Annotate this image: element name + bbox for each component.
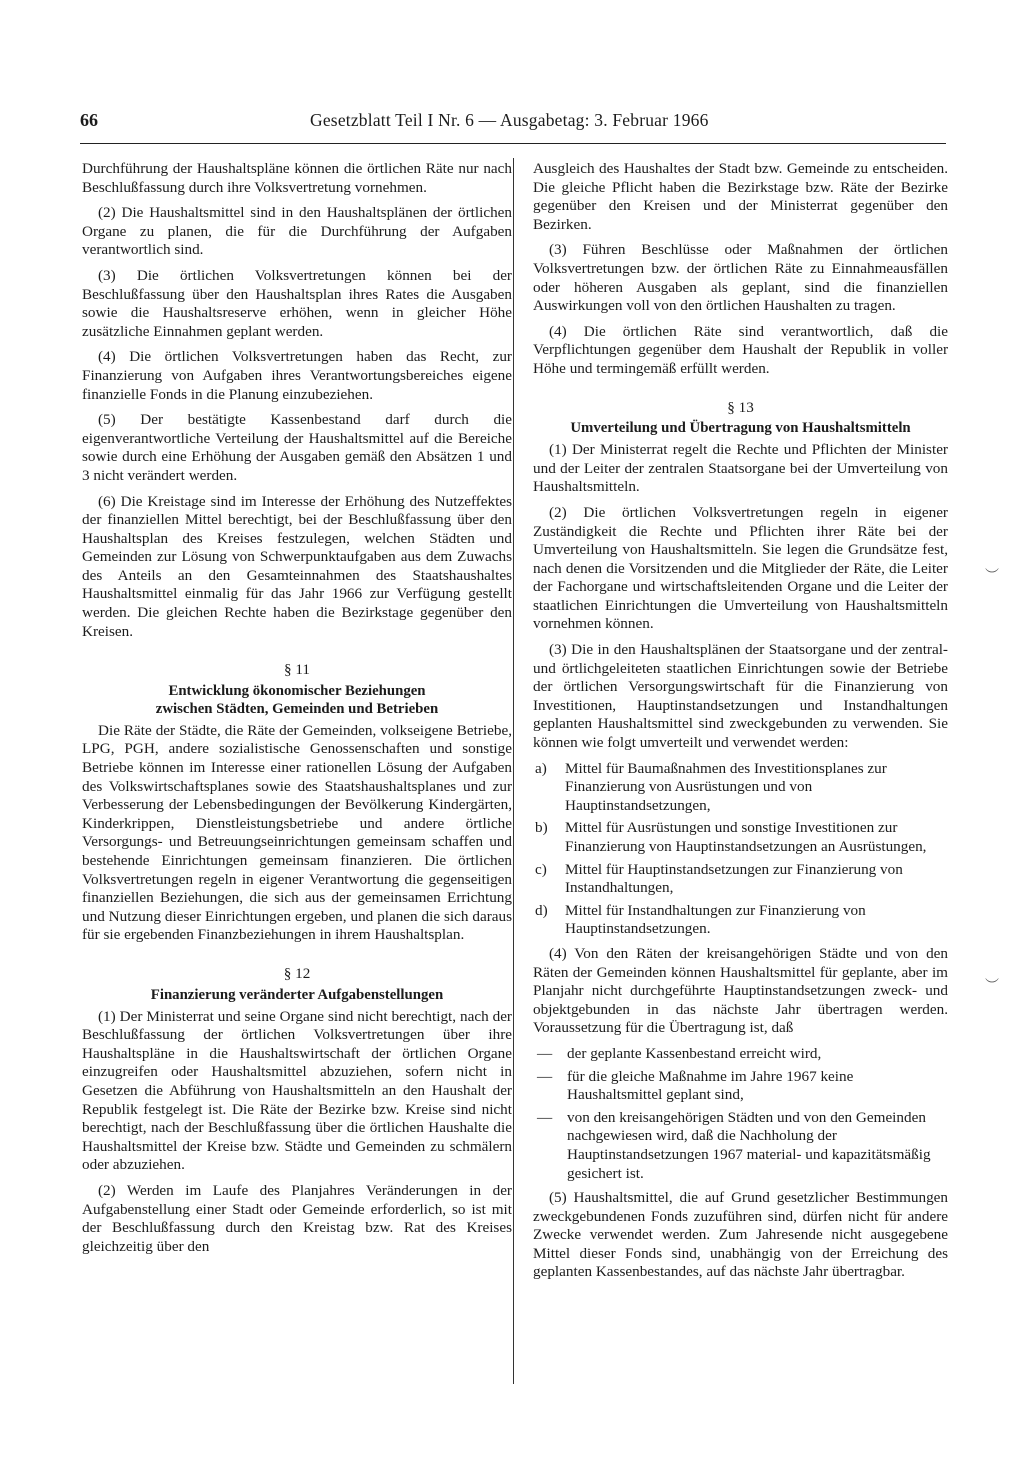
list-item-label: a) bbox=[535, 759, 547, 777]
list-item-label: c) bbox=[535, 860, 547, 878]
paragraph: (2) Werden im Laufe des Planjahres Veränderungen in der Aufgabenstellung einer Stadt oder Gemeinde erforderlich, so ist mit der Beschlußfassung durch den Kreistag bzw. Rat des Kreises gleichzeitig über den bbox=[82, 1181, 512, 1255]
right-column bbox=[533, 160, 948, 1289]
dash-icon: — bbox=[537, 1044, 553, 1062]
section-title-12: Finanzierung veränderter Aufgabenstellungen bbox=[150, 986, 444, 1003]
paragraph: (2) Die örtlichen Volksvertretungen regeln in eigener Zuständigkeit die Rechte und Pflichten ihrer Räte bei der Umverteilung von Haushaltsmitteln. Sie legen die Grundsätze fest, nach denen die Vorsitzenden und die Mitglieder der Räte, die Leiter der Fachorgane und wirtschaftsleitenden Organe und die Leiter der staatlichen Einrichtungen die Umverteilung von Haushaltsmitteln vornehmen können. bbox=[533, 503, 948, 633]
list-item bbox=[533, 1068, 948, 1105]
section-title-line: zwischen Städten, Gemeinden und Betrieben bbox=[155, 700, 439, 717]
section-title-13: Umverteilung und Übertragung von Haushaltsmitteln bbox=[570, 420, 911, 437]
list-item-text: Mittel für Baumaßnahmen des Investitionsplanes zur Finanzierung von Ausrüstungen und von Hauptinstandsetzungen, bbox=[565, 759, 887, 814]
running-title: Gesetzblatt Teil I Nr. 6 — Ausgabetag: 3. Februar 1966 bbox=[310, 110, 709, 130]
list-item bbox=[533, 861, 948, 898]
margin-mark-icon: ︶ bbox=[985, 979, 999, 994]
section-title-line: Entwicklung ökonomischer Beziehungen bbox=[168, 682, 426, 699]
dash-icon: — bbox=[537, 1108, 553, 1126]
paragraph: Die Räte der Städte, die Räte der Gemeinden, volkseigene Betriebe, LPG, PGH, andere sozialistische Genossenschaften und sonstige Betriebe können im Interesse einer rationellen Lösung der Aufgaben des Volkswirtschaftsplanes sowie des Staatshaushaltsplanes und zur Verbesserung der Lebensbedingungen der Bevölkerung Kindergärten, Kinderkrippen, Dienstleistungsbetriebe und andere örtliche Versorgungs- und Betreuungseinrichtungen gemeinsam schaffen und bestehende Einrichtungen gemeinsam finanzieren. Die örtlichen Volksvertretungen regeln in eigener Verantwortung die gegenseitigen finanziellen Beziehungen, die sich aus der gemeinsamen Errichtung und Nutzung dieser Einrichtungen ergeben, und planen die sich daraus für sie ergebenden Finanzbeziehungen in ihrem Haushaltsplan. bbox=[82, 721, 512, 944]
list-item-text: Mittel für Hauptinstandsetzungen zur Finanzierung von Instandhaltungen, bbox=[565, 860, 903, 897]
list-item-label: b) bbox=[535, 819, 548, 837]
list-item-text: Mittel für Instandhaltungen zur Finanzierung von Hauptinstandsetzungen. bbox=[565, 901, 866, 938]
section-title-11 bbox=[82, 682, 512, 718]
dash-list bbox=[533, 1045, 948, 1183]
list-item bbox=[533, 1109, 948, 1183]
list-item-text: der geplante Kassenbestand erreicht wird, bbox=[567, 1044, 822, 1062]
section-number-12: § 12 bbox=[283, 964, 311, 982]
paragraph: Ausgleich des Haushaltes der Stadt bzw. Gemeinde zu entscheiden. Die gleiche Pflicht haben die Bezirkstage bzw. Räte der Bezirke gegenüber den Kreisen und der Ministerrat gegenüber den Bezirken. bbox=[533, 160, 948, 233]
paragraph: (1) Der Ministerrat und seine Organe sind nicht berechtigt, nach der Beschlußfassung der örtlichen Volksvertretungen über ihre Haushaltspläne in die Haushaltswirtschaft der örtlichen Organe einzugreifen oder Haushaltsmittel abzuziehen, sofern nicht in Gesetzen die Abführung von Haushaltsmitteln an den Haushalt der Republik festgelegt ist. Die Räte der Bezirke bzw. Kreise sind nicht berechtigt, nach der Beschlußfassung über die örtlichen Haushalte die Haushaltsmittel der Kreise bzw. Städte und Gemeinden zu schmälern oder abzuziehen. bbox=[82, 1007, 512, 1174]
margin-mark-icon: ︶ bbox=[985, 569, 999, 584]
list-item-label: d) bbox=[535, 901, 548, 919]
paragraph: (4) Die örtlichen Volksvertretungen haben das Recht, zur Finanzierung von Aufgaben ihres Verantwortungsbereiches eigene finanzielle Fonds in die Planung einzubeziehen. bbox=[82, 348, 512, 403]
column-divider bbox=[513, 158, 514, 1384]
paragraph: (5) Der bestätigte Kassenbestand darf durch die eigenverantwortliche Verteilung der Haushaltsmittel auf die Bereiche sowie durch eine Erhöhung der Ausgaben gemäß den Absätzen 1 und 3 nicht verändert werden. bbox=[82, 411, 512, 484]
left-column bbox=[82, 160, 512, 1263]
page-number: 66 bbox=[80, 110, 98, 130]
list-item bbox=[533, 760, 948, 816]
dash-icon: — bbox=[537, 1067, 553, 1085]
paragraph: (3) Die in den Haushaltsplänen der Staatsorgane und der zentral- und örtlichgeleiteten staatlichen Einrichtungen sowie der Betriebe der örtlichen Versorgungswirtschaft für die Finanzierung von Investitionen, Hauptinstandsetzungen und Instandhaltungen geplanten Haushaltsmittel sind zweckgebunden zu verwenden. Sie können wie folgt umverteilt und verwendet werden: bbox=[533, 641, 948, 752]
paragraph: (2) Die Haushaltsmittel sind in den Haushaltsplänen der örtlichen Organe zu planen, die für die Durchführung der Aufgaben verantwortlich sind. bbox=[82, 204, 512, 259]
list-item-text: für die gleiche Maßnahme im Jahre 1967 keine Haushaltsmittel geplant sind, bbox=[567, 1067, 854, 1104]
enumerated-list bbox=[533, 760, 948, 939]
list-item-text: von den kreisangehörigen Städten und von den Gemeinden nachgewiesen wird, daß die Nachholung der Hauptinstandsetzungen 1967 material- und kapazitätsmäßig gesichert ist. bbox=[567, 1108, 931, 1182]
paragraph: (4) Die örtlichen Räte sind verantwortlich, daß die Verpflichtungen gegenüber dem Haushalt der Republik in voller Höhe und termingemäß erfüllt werden. bbox=[533, 322, 948, 377]
list-item bbox=[533, 819, 948, 856]
paragraph: (3) Die örtlichen Volksvertretungen können bei der Beschlußfassung über den Haushaltsplan ihres Rates die Ausgaben sowie die Haushaltsreserve erhöhen, wenn in gleicher Höhe zusätzliche Einnahmen geplant werden. bbox=[82, 266, 512, 340]
paragraph: (5) Haushaltsmittel, die auf Grund gesetzlicher Bestimmungen zweckgebundenen Fonds zuzuführen sind, dürfen nicht für andere Zwecke verwendet werden. Zum Jahresende nicht ausgegebene Mittel dieser Fonds sind, unabhängig von der Erreichung des geplanten Kassenbestandes, auf das nächste Jahr übertragbar. bbox=[533, 1189, 948, 1281]
paragraph: (6) Die Kreistage sind im Interesse der Erhöhung des Nutzeffektes der finanziellen Mittel berechtigt, bei der Beschlußfassung über den Haushaltsplan des Kreises festzulegen, welchen Städten und Gemeinden zur Lösung von Schwerpunktaufgaben aus dem Zuwachs des Anteils an den Gesamteinnahmen des Staatshaushaltes Haushaltsmittel einmalig für das Jahr 1966 zur Verfügung gestellt werden. Die gleichen Rechte haben die Bezirkstage gegenüber den Kreisen. bbox=[82, 492, 512, 640]
page-header bbox=[80, 110, 946, 140]
section-number-13: § 13 bbox=[727, 398, 754, 416]
paragraph: (3) Führen Beschlüsse oder Maßnahmen der örtlichen Volksvertretungen bzw. der örtlichen Räte zu Einnahmeausfällen oder höheren Ausgaben als geplant, sind die finanziellen Auswirkungen voll von den örtlichen Haushalten zu tragen. bbox=[533, 241, 948, 315]
paragraph: (1) Der Ministerrat regelt die Rechte und Pflichten der Minister und der Leiter der zentralen Staatsorgane bei der Umverteilung von Haushaltsmitteln. bbox=[533, 441, 948, 496]
list-item bbox=[533, 1045, 948, 1064]
list-item bbox=[533, 902, 948, 939]
list-item-text: Mittel für Ausrüstungen und sonstige Investitionen zur Finanzierung von Hauptinstandsetzungen an Ausrüstungen, bbox=[565, 819, 927, 855]
paragraph: Durchführung der Haushaltspläne können die örtlichen Räte nur nach Beschlußfassung durch ihre Volksvertretung vornehmen. bbox=[82, 160, 512, 196]
section-number-11: § 11 bbox=[283, 661, 310, 679]
header-rule bbox=[80, 143, 946, 144]
paragraph: (4) Von den Räten der kreisangehörigen Städte und von den Räten der Gemeinden können Haushaltsmittel für geplante, aber im Planjahr nicht durchgeführte Hauptinstandsetzungen zweck- und objektgebunden in das nächste Jahr übertragen werden. Voraussetzung für die Übertragung ist, daß bbox=[533, 944, 948, 1037]
